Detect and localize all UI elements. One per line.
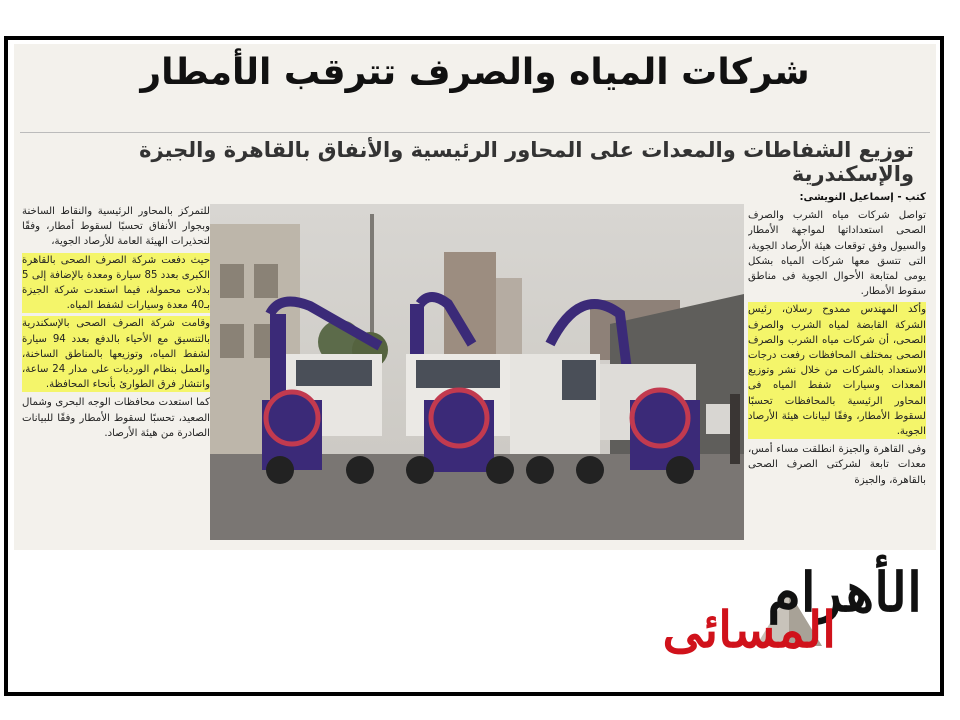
newspaper-clipping: [14, 44, 936, 550]
trucks-photo-illustration: [210, 204, 744, 540]
subheadline: توزيع الشفاطات والمعدات على المحاور الرئيسية والأنفاق بالقاهرة والجيزة والإسكندرية: [139, 138, 914, 186]
divider: [20, 132, 930, 133]
byline: كتب - إسماعيل النويشى:: [799, 192, 926, 203]
paragraph: حيث دفعت شركة الصرف الصحى بالقاهرة الكبرى بعدد 85 سيارة ومعدة بالإضافة إلى 5 بدلات محمولة، فيما استعدت شركة الجيزة بـ40 معدة وسيارات لشفط المياه.: [22, 253, 210, 314]
paragraph: وأكد المهندس ممدوح رسلان، رئيس الشركة القابضة لمياه الشرب والصرف الصحى، أن شركات مياه الشرب والصرف الصحى بمختلف المحافظات رفعت درجات الاستعداد بالشركات من خلال نشر وتوزيع المعدات وسيارات شفط المياه فى المحاور الرئيسية بالمحافظات تحسبًا لسقوط الأمطار، وفقًا لبيانات هيئة الأرصاد الجوية.: [748, 302, 926, 439]
news-photo: [210, 204, 744, 540]
headline: شركات المياه والصرف تترقب الأمطار: [140, 52, 810, 93]
newspaper-logo: [662, 560, 928, 660]
logo-text-bottom: المسائى: [662, 600, 836, 659]
logo-text-top: الأهرام: [767, 560, 922, 624]
paragraph: تواصل شركات مياه الشرب والصرف الصحى استعداداتها لمواجهة الأمطار والسيول وفق توقعات هيئة الأرصاد الجوية، التى تتسق معها شركات المياه بشكل يومى لمتابعة الأحوال الجوية فى مناطق سقوط الأمطار.: [748, 210, 926, 298]
article-column-left: [22, 204, 210, 549]
paragraph: وقامت شركة الصرف الصحى بالإسكندرية بالتنسيق مع الأحياء بالدفع بعدد 94 سيارة لشفط المياه، وتوزيعها بالمناطق الساخنة، والعمل بنظام الورديات على مدار 24 ساعة، وانتشار فرق الطوارئ بأنحاء المحافظة.: [22, 316, 210, 392]
article-column-right: [748, 190, 926, 546]
paragraph: للتمركز بالمحاور الرئيسية والنقاط الساخنة وبجوار الأنفاق تحسبًا لسقوط أمطار، وفقًا لتحذيرات الهيئة العامة للأرصاد الجوية،: [22, 206, 210, 248]
tower: [370, 214, 374, 344]
paragraph: كما استعدت محافظات الوجه البحرى وشمال الصعيد، تحسبًا لسقوط الأمطار وفقًا للبيانات الصادرة من هيئة الأرصاد.: [22, 397, 210, 439]
paragraph: وفى القاهرة والجيزة انطلقت مساء أمس، معدات تابعة لشركتى الصرف الصحى بالقاهرة، والجيزة: [748, 444, 926, 486]
